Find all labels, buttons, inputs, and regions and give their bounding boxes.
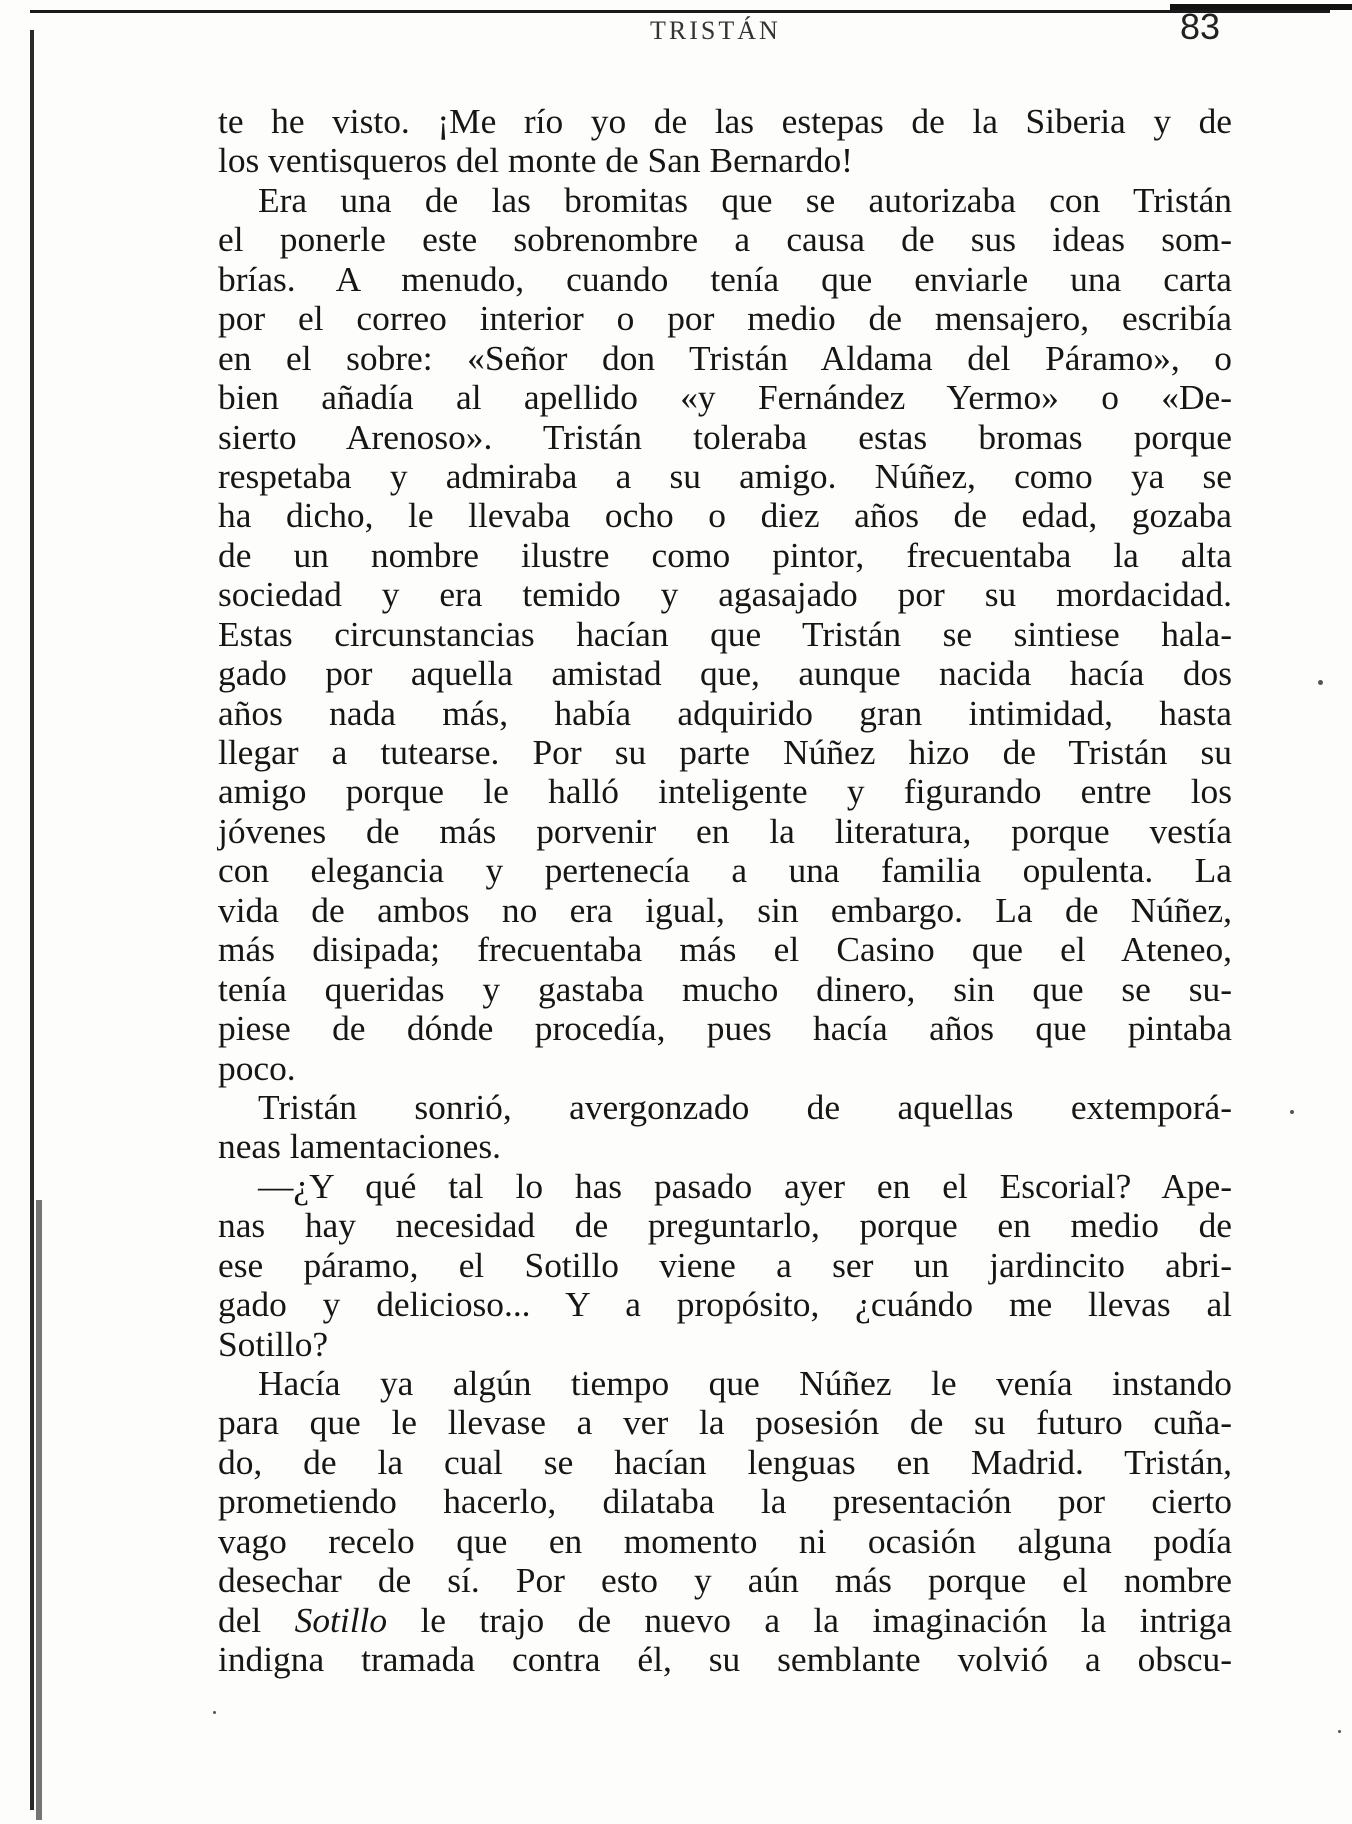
scan-speck — [1290, 1110, 1294, 1114]
text-line: jóvenes de más porvenir en la literatura, porque vestía — [218, 810, 1232, 851]
page-left-edge — [30, 30, 34, 1810]
text-line: Hacía ya algún tiempo que Núñez le venía instando — [258, 1363, 1232, 1403]
text-line: Era una de las bromitas que se autorizaba con Tristán — [258, 179, 1232, 220]
text-line: prometiendo hacerlo, dilataba la presentación por cierto — [218, 1481, 1232, 1522]
text-line: por el correo interior o por medio de mensajero, escribía — [218, 298, 1232, 339]
text-line: nas hay necesidad de preguntarlo, porque en medio de — [218, 1205, 1232, 1246]
text-line: piese de dónde procedía, pues hacía años que pintaba — [218, 1008, 1232, 1049]
top-rule — [30, 10, 1330, 13]
text-line: respetaba y admiraba a su amigo. Núñez, como ya se — [218, 455, 1232, 496]
text-line: del Sotillo le trajo de nuevo a la imaginación la intriga — [218, 1599, 1232, 1640]
text-line: años nada más, había adquirido gran intimidad, hasta — [218, 692, 1232, 733]
text-line: sociedad y era temido y agasajado por su mordacidad. — [218, 574, 1232, 615]
text-line: sierto Arenoso». Tristán toleraba estas bromas porque — [218, 416, 1232, 457]
text-line: Estas circunstancias hacían que Tristán se sintiese hala- — [218, 613, 1232, 654]
text-line: desechar de sí. Por esto y aún más porque el nombre — [218, 1560, 1232, 1601]
text-line: con elegancia y pertenecía a una familia opulenta. La — [218, 850, 1232, 891]
text-line: gado por aquella amistad que, aunque nacida hacía dos — [218, 653, 1232, 694]
text-line: do, de la cual se hacían lenguas en Madrid. Tristán, — [218, 1441, 1232, 1482]
text-line: gado y delicioso... Y a propósito, ¿cuándo me llevas al — [218, 1284, 1232, 1325]
text-line: ese páramo, el Sotillo viene a ser un jardincito abri- — [218, 1244, 1232, 1285]
text-line: amigo porque le halló inteligente y figurando entre los — [218, 771, 1232, 812]
text-line: —¿Y qué tal lo has pasado ayer en el Escorial? Ape- — [258, 1165, 1232, 1206]
text-line: para que le llevase a ver la posesión de su futuro cuña- — [218, 1402, 1232, 1443]
text-line: el ponerle este sobrenombre a causa de sus ideas som- — [218, 219, 1232, 260]
text-line: brías. A menudo, cuando tenía que enviarle una carta — [218, 258, 1232, 299]
scan-speck — [1318, 680, 1323, 685]
text-line: Sotillo? — [218, 1323, 329, 1364]
italic-word: Sotillo — [294, 1599, 388, 1640]
body-text — [218, 102, 1232, 1680]
text-line: ha dicho, le llevaba ocho o diez años de edad, gozaba — [218, 495, 1232, 536]
scan-speck — [1338, 1730, 1341, 1733]
text-line: indigna tramada contra él, su semblante volvió a obscu- — [218, 1639, 1232, 1680]
text-line: Tristán sonrió, avergonzado de aquellas extemporá- — [258, 1086, 1232, 1127]
text-line: tenía queridas y gastaba mucho dinero, sin que se su- — [218, 968, 1232, 1009]
scan-speck — [213, 1711, 216, 1714]
text-line: más disipada; frecuentaba más el Casino que el Ateneo, — [218, 929, 1232, 970]
text-line: llegar a tutearse. Por su parte Núñez hizo de Tristán su — [218, 732, 1232, 772]
text-line: poco. — [218, 1047, 296, 1088]
page-number: 83 — [1180, 6, 1221, 47]
text-line: vago recelo que en momento ni ocasión alguna podía — [218, 1520, 1232, 1561]
page-binding-shadow — [36, 1200, 42, 1820]
text-line: de un nombre ilustre como pintor, frecuentaba la alta — [218, 534, 1232, 575]
text-line: bien añadía al apellido «y Fernández Yermo» o «De- — [218, 377, 1232, 418]
text-line: te he visto. ¡Me río yo de las estepas de la Siberia y de — [218, 101, 1232, 141]
text-line: en el sobre: «Señor don Tristán Aldama del Páramo», o — [218, 337, 1232, 378]
running-head: TRISTÁN — [650, 16, 781, 45]
text-line: los ventisqueros del monte de San Bernardo! — [218, 140, 853, 181]
text-line: vida de ambos no era igual, sin embargo. La de Núñez, — [218, 889, 1232, 930]
text-line: neas lamentaciones. — [218, 1126, 502, 1167]
